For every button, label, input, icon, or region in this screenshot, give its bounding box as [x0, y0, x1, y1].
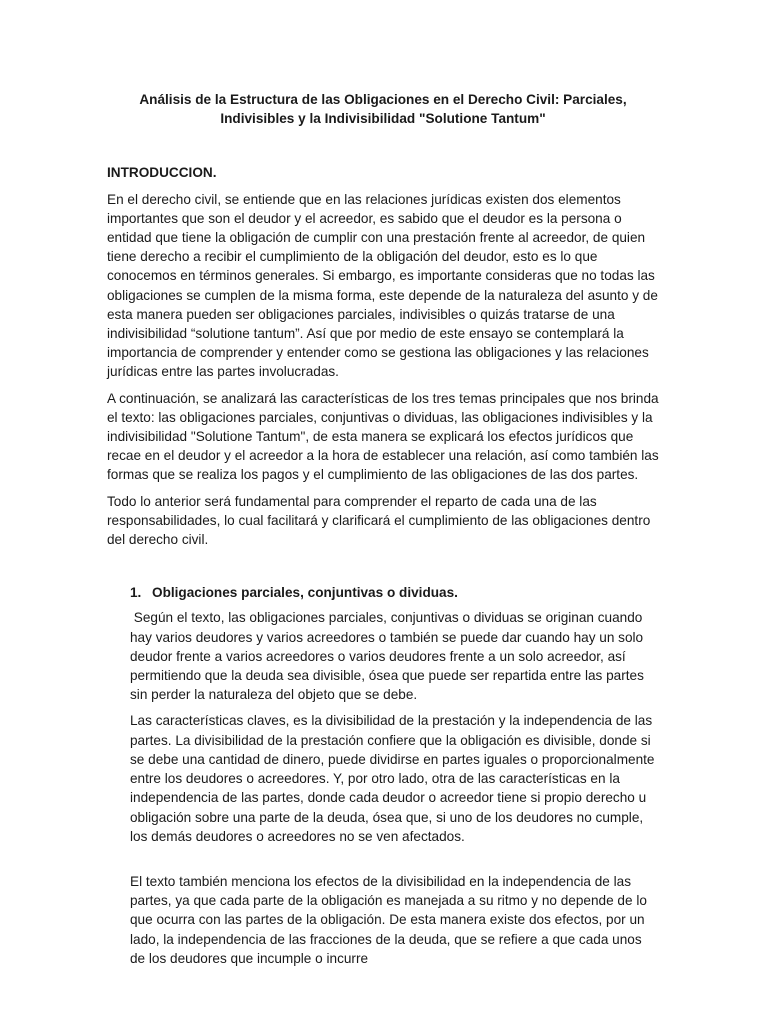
section-1-heading — [130, 583, 659, 602]
section-1-number: 1. — [130, 585, 142, 601]
intro-paragraph-1: En el derecho civil, se entiende que en las relaciones jurídicas existen dos elementos importantes que son el deudor y el acreedor, es sabido que el deudor es la persona o entidad que tiene la obligación de cumplir con una prestación frente al acreedor, de quien tiene derecho a recibir el cumplimiento de la obligación del deudor, esto es lo que conocemos en términos generales. Si embargo, es importante consideras que no todas las obligaciones se cumplen de la misma forma, este depende de la naturaleza del asunto y de esta manera pueden ser obligaciones parciales, indivisibles o quizás tratarse de una indivisibilidad “solutione tantum”. Así que por medio de este ensayo se contemplará la importancia de comprender y entender como se gestiona las obligaciones y las relaciones jurídicas entre las partes involucradas. — [107, 191, 658, 380]
section-1-title: Obligaciones parciales, conjuntivas o dividuas. — [152, 585, 458, 601]
document-page — [107, 90, 659, 975]
document-title: Análisis de la Estructura de las Obligaciones en el Derecho Civil: Parciales, Indivisibles y la Indivisibilidad "Solutione Tantum" — [139, 92, 627, 127]
intro-heading: INTRODUCCION. — [107, 165, 217, 181]
section-1-paragraph-3: El texto también menciona los efectos de la divisibilidad en la independencia de las partes, ya que cada parte de la obligación es manejada a su ritmo y no depende de lo que ocurra con las partes de la obligación. De esta manera existe dos efectos, por un lado, la independencia de las fracciones de la deuda, que se refiere a que cada unos de los deudores que incumple o incurre — [130, 873, 647, 966]
intro-paragraph-3: Todo lo anterior será fundamental para comprender el reparto de cada una de las responsabilidades, lo cual facilitará y clarificará el cumplimiento de las obligaciones dentro del derecho civil. — [107, 493, 651, 548]
section-1-paragraph-2: Las características claves, es la divisibilidad de la prestación y la independencia de las partes. La divisibilidad de la prestación confiere que la obligación es divisible, donde si se debe una cantidad de dinero, puede dividirse en partes iguales o proporcionalmente entre los deudores o acreedores. Y, por otro lado, otra de las características en la independencia de las partes, donde cada deudor o acreedor tiene si propio derecho u obligación sobre una parte de la deuda, ósea que, si uno de los deudores no cumple, los demás deudores o acreedores no se ven afectados. — [130, 713, 655, 844]
section-1-paragraph-1: Según el texto, las obligaciones parciales, conjuntivas o dividuas se originan cuando hay varios deudores y varios acreedores o también se puede dar cuando hay un solo deudor frente a varios acreedores o varios deudores frente a un solo acreedor, así permitiendo que la deuda sea divisible, ósea que puede ser repartida entre las partes sin perder la naturaleza del objeto que se debe. — [130, 610, 648, 703]
intro-paragraph-2: A continuación, se analizará las características de los tres temas principales que nos brinda el texto: las obligaciones parciales, conjuntivas o dividuas, las obligaciones indivisibles y la indivisibilidad "Solutione Tantum", de esta manera se explicará los efectos jurídicos que recae en el deudor y el acreedor a la hora de establecer una relación, así como también las formas que se realiza los pagos y el cumplimiento de las obligaciones de las dos partes. — [107, 390, 659, 483]
